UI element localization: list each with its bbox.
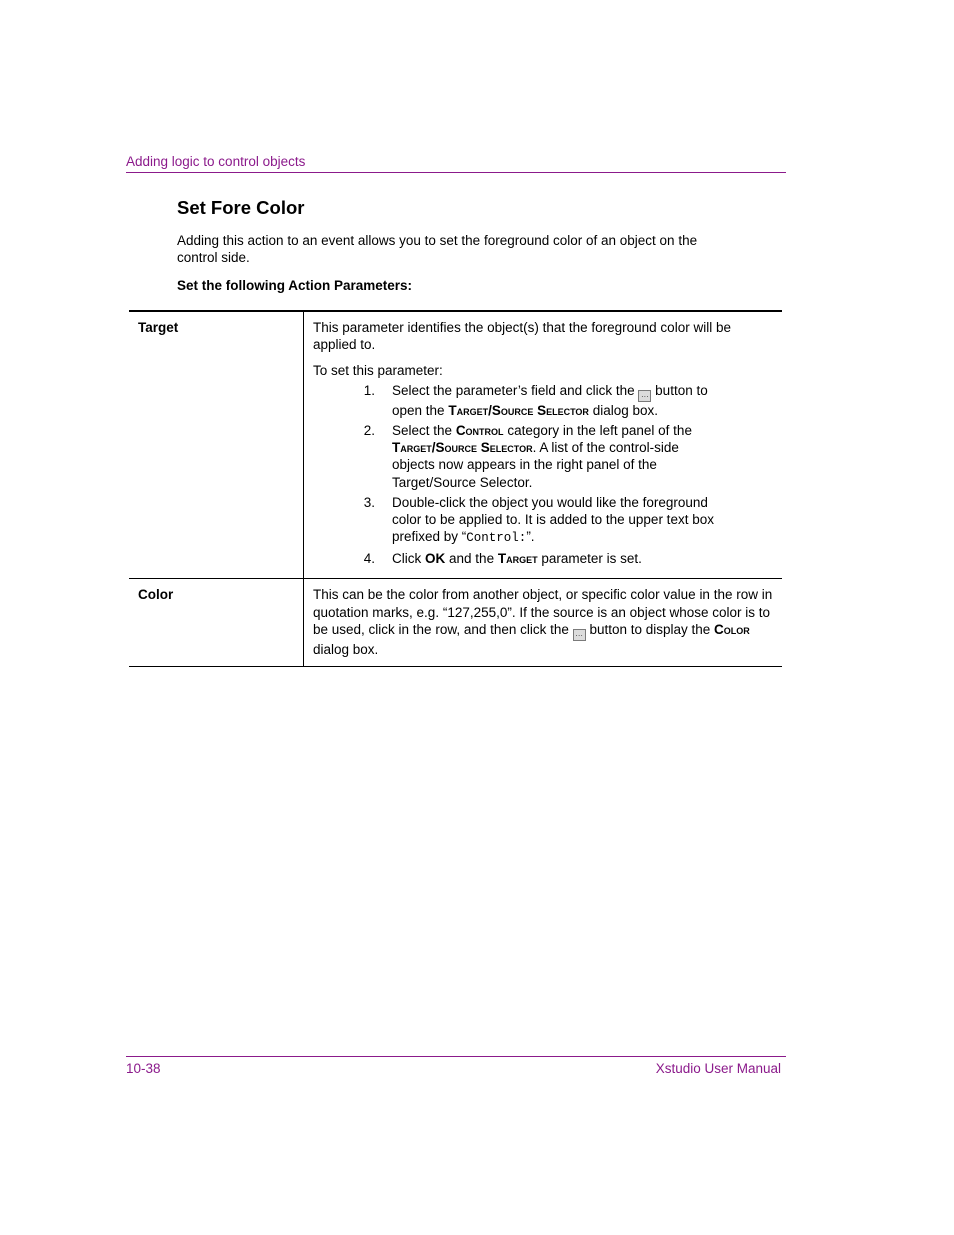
- section-title: Set Fore Color: [177, 197, 305, 218]
- param-desc-target: [304, 311, 783, 579]
- intro-paragraph: Adding this action to an event allows you to set the foreground color of an object on the control side.: [177, 233, 698, 265]
- target-lead: To set this parameter:: [313, 362, 443, 378]
- list-item: [313, 550, 774, 567]
- step-number: 3.: [363, 494, 375, 510]
- list-item: [313, 422, 774, 491]
- target-steps: [313, 382, 774, 568]
- page-number: 10-38: [126, 1061, 161, 1076]
- step-text: Select the parameter’s field and click the … button to open the Target/Source Selector dialog box.: [392, 382, 708, 418]
- list-item: [313, 494, 774, 548]
- action-parameters-table: [129, 310, 782, 667]
- manual-title: Xstudio User Manual: [655, 1061, 781, 1076]
- step-text: Click OK and the Target parameter is set.: [392, 551, 642, 567]
- step-number: 1.: [363, 382, 375, 398]
- footer-rule: [126, 1056, 786, 1057]
- target-description: This parameter identifies the object(s) that the foreground color will be applied to.: [313, 320, 731, 353]
- table-row-color: [129, 579, 782, 667]
- parameters-subheading: Set the following Action Parameters:: [177, 278, 413, 293]
- step-text: Double-click the object you would like the foreground color to be applied to. It is added to the upper text box prefixed by “Control:”.: [392, 494, 714, 546]
- param-desc-color: This can be the color from another object, or specific color value in the row in quotation marks, e.g. “127,255,0”. If the source is an object whose color is to be used, click in the row, and then click the … button to display the Color dialog box.: [304, 579, 783, 667]
- step-text: Select the Control category in the left panel of the Target/Source Selector. A list of the control-side objects now appears in the right panel of the Target/Source Selector.: [392, 422, 692, 490]
- ellipsis-button-icon: …: [573, 629, 586, 641]
- header-rule: [126, 172, 786, 173]
- param-name-target: Target: [129, 311, 304, 579]
- table-row-target: [129, 311, 782, 579]
- running-header: Adding logic to control objects: [126, 154, 306, 169]
- param-name-color: Color: [129, 579, 304, 667]
- step-number: 4.: [363, 551, 375, 567]
- list-item: [313, 382, 774, 419]
- step-number: 2.: [363, 422, 375, 438]
- ellipsis-button-icon: …: [638, 390, 651, 402]
